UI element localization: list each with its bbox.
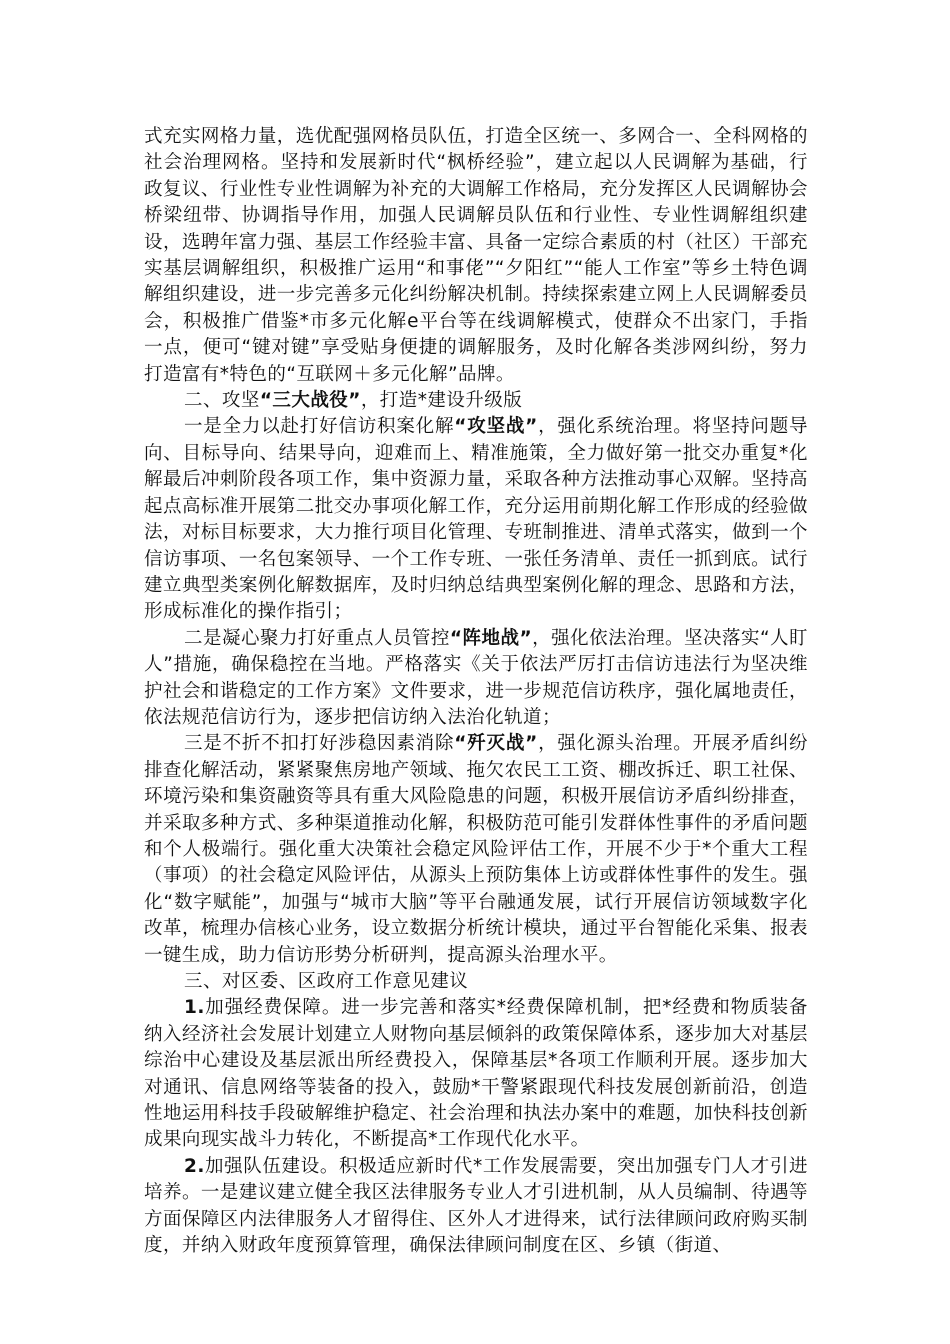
heading-suffix: ，打造*建设升级版 xyxy=(360,390,523,412)
heading-prefix: 二、攻坚 xyxy=(184,390,260,412)
section-heading-three: 三、对区委、区政府工作意见建议 xyxy=(184,971,469,992)
item-number: 1. xyxy=(184,997,205,1019)
paragraph-body: 加强经费保障。进一步完善和落实*经费保障机制，把*经费和物质装备纳入经济社会发展计划建立人财物向基层倾斜的政策保障体系，逐步加大对基层综治中心建设及基层派出所经费投入，保障基层*各项工作顺利开展。逐步加大对通讯、信息网络等装备的投入，鼓励*干警紧跟现代科技发展创新前沿，创造性地运用科技手段破解维护稳定、社会治理和执法办案中的难题，加快科技创新成果向现实战斗力转化，不断提高*工作现代化水平。 xyxy=(144,997,808,1151)
paragraph-body: ，强化源头治理。开展矛盾纠纷排查化解活动，紧紧聚焦房地产领域、拖欠农民工工资、棚改拆迁、职工社保、环境污染和集资融资等具有重大风险隐患的问题，积极开展信访矛盾纠纷排查，并采取多种方式、多种渠道推动化解，积极防范可能引发群体性事件的矛盾问题和个人极端行。强化重大决策社会稳定风险评估工作，开展不少于*个重大工程（事项）的社会稳定风险评估，从源头上预防集体上访或群体性事件的发生。强化“数字赋能”，加强与“城市大脑”等平台融通发展，试行开展信访领域数字化改革，梳理办信核心业务，设立数据分析统计模块，通过平台智能化采集、报表一键生成，助力信访形势分析研判，提高源头治理水平。 xyxy=(144,733,808,966)
paragraph-body: ，强化系统治理。将坚持问题导向、目标导向、结果导向，迎难而上、精准施策，全力做好第一批交办重复*化解最后冲刺阶段各项工作，集中资源力量，采取各种方法推动事心双解。坚持高起点高标准开展第二批交办事项化解工作，充分运用前期化解工作形成的经验做法，对标目标要求，大力推行项目化管理、专班制推进、清单式落实，做到一个信访事项、一名包案领导、一个工作专班、一张任务清单、责任一抓到底。试行建立典型类案例化解数据库，及时归纳总结典型案例化解的理念、思路和方法，形成标准化的操作指引； xyxy=(144,416,808,623)
paragraph-grid-mediation: 式充实网格力量，选优配强网格员队伍，打造全区统一、多网合一、全科网格的社会治理网格。坚持和发展新时代“枫桥经验”，建立起以人民调解为基础，行政复议、行业性专业性调解为补充的大调解工作格局，充分发挥区人民调解协会桥梁纽带、协调指导作用，加强人民调解员队伍和行业性、专业性调解组织建设，选聘年富力强、基层工作经验丰富、具备一定综合素质的村（社区）干部充实基层调解组织，积极推广运用“和事佬”“夕阳红”“能人工作室”等乡土特色调解组织建设，进一步完善多元化纠纷解决机制。持续探索建立网上人民调解委员会，积极推广借鉴*市多元化解e平台等在线调解模式，使群众不出家门，手指一点，便可“键对键”享受贴身便捷的调解服务，及时化解各类涉网纠纷，努力打造富有*特色的“互联网＋多元化解”品牌。 xyxy=(144,126,808,385)
paragraph-funding xyxy=(144,995,808,1153)
paragraph-lead: 一是全力以赴打好信访积案化解 xyxy=(184,416,455,438)
document-page xyxy=(144,124,808,1259)
paragraph-stability-factors xyxy=(144,731,808,969)
item-number: 2. xyxy=(184,1155,205,1177)
paragraph-team-building xyxy=(144,1154,808,1260)
section-heading-two xyxy=(144,388,808,414)
paragraph-body: ，强化依法治理。坚决落实“人盯人”措施，确保稳控在当地。严格落实《关于依法严厉打击信访违法行为坚决维护社会和谐稳定的工作方案》文件要求，进一步规范信访秩序，强化属地责任，依法规范信访行为，逐步把信访纳入法治化轨道； xyxy=(144,627,808,728)
paragraph-bold-term: “歼灭战” xyxy=(454,733,538,755)
paragraph-bold-term: “攻坚战” xyxy=(454,416,538,438)
paragraph-petition-cases xyxy=(144,414,808,625)
paragraph-lead: 二是凝心聚力打好重点人员管控 xyxy=(184,627,450,649)
heading-bold-term: “三大战役” xyxy=(259,390,361,412)
paragraph-lead: 三是不折不扣打好涉稳因素消除 xyxy=(184,733,455,755)
paragraph-bold-term: “阵地战” xyxy=(449,627,533,649)
paragraph-key-personnel xyxy=(144,626,808,732)
paragraph-body: 加强队伍建设。积极适应新时代*工作发展需要，突出加强专门人才引进培养。一是建议建立健全我区法律服务专业人才引进机制，从人员编制、待遇等方面保障区内法律服务人才留得住、区外人才进得来，试行法律顾问政府购买制度，并纳入财政年度预算管理，确保法律顾问制度在区、乡镇（街道、 xyxy=(144,1155,808,1257)
